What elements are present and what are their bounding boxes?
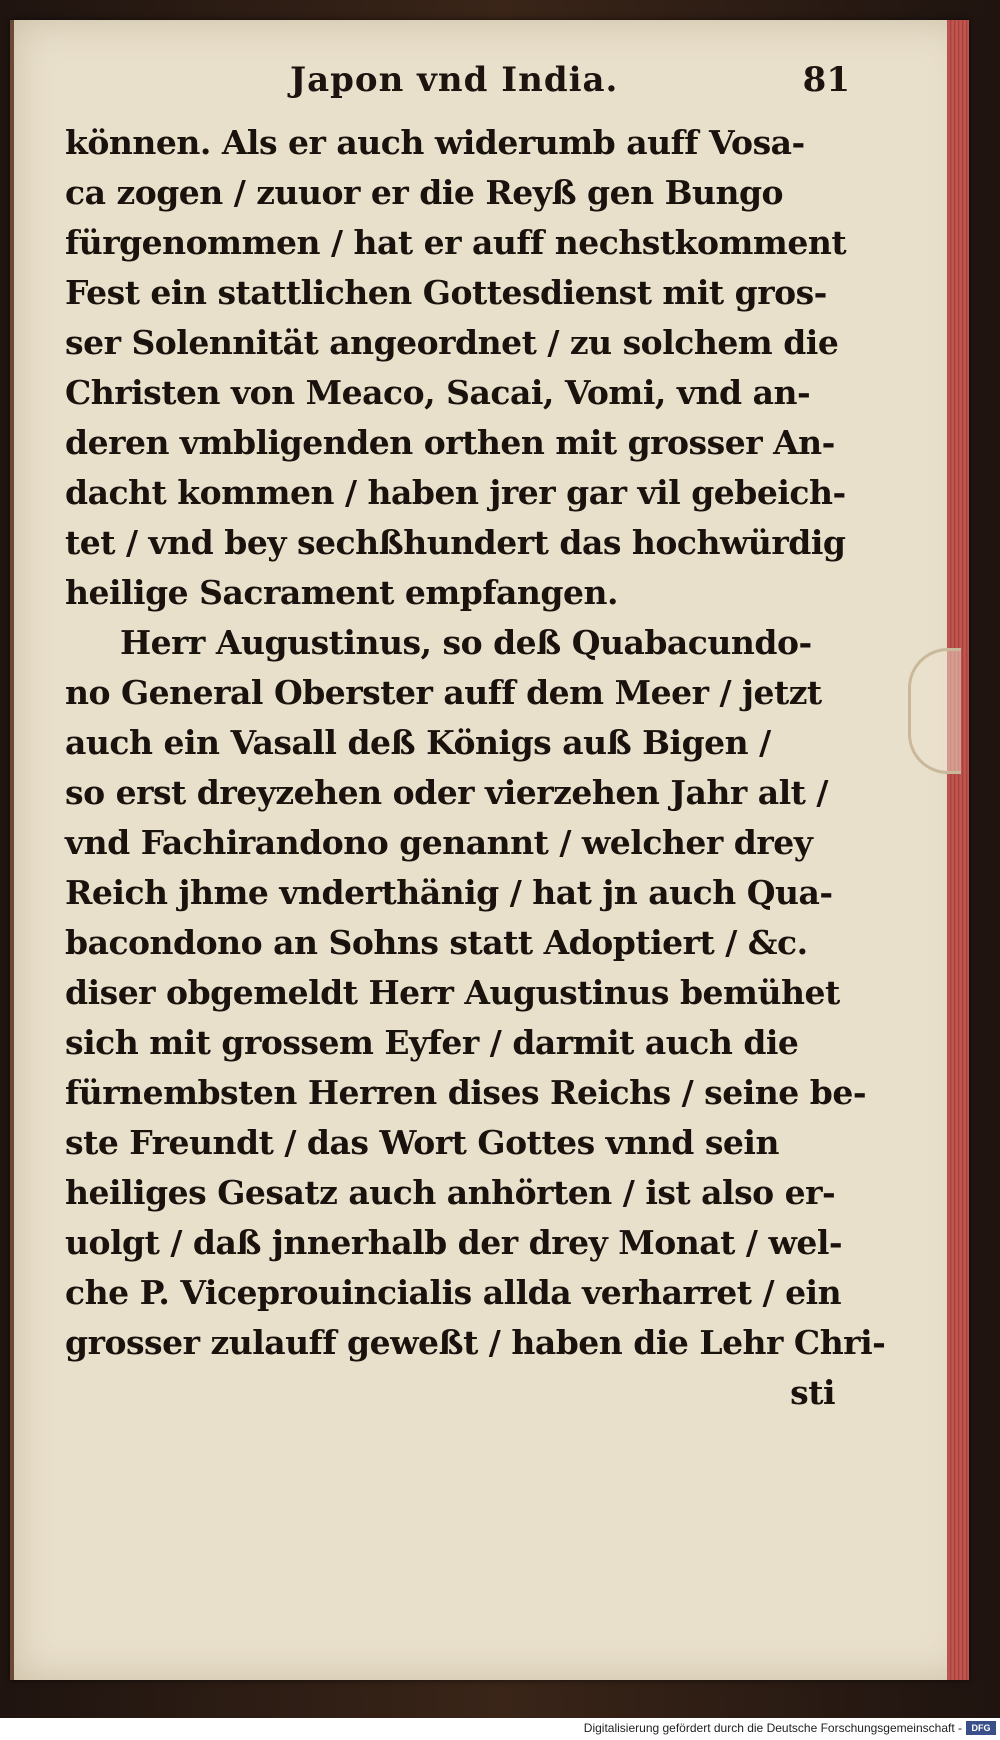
text-line: tet / vnd bey sechßhundert das hochwürdig [65, 523, 846, 562]
page-number: 81 [802, 60, 850, 100]
text-line: grosser zulauff geweßt / haben die Lehr Chri- [65, 1323, 886, 1362]
dfg-logo[interactable]: DFG [966, 1721, 996, 1735]
page-header [290, 60, 850, 110]
text-line: deren vmbligenden orthen mit grosser An- [65, 423, 835, 462]
text-line: dacht kommen / haben jrer gar vil gebeich- [65, 473, 846, 512]
text-line: heilige Sacrament empfangen. [65, 573, 618, 612]
text-line: che P. Viceprouincialis allda verharret / ein [65, 1273, 842, 1312]
running-head: Japon vnd India. [290, 60, 619, 100]
page-edge-red [947, 20, 969, 1680]
text-line: können. Als er auch widerumb auff Vosa- [65, 123, 805, 162]
text-line: Fest ein stattlichen Gottesdienst mit gros- [65, 273, 827, 312]
text-line: sich mit grossem Eyfer / darmit auch die [65, 1023, 799, 1062]
text-line: Reich jhme vnderthänig / hat jn auch Qua- [65, 873, 833, 912]
text-line: fürnembsten Herren dises Reichs / seine be- [65, 1073, 867, 1112]
bookmark-tab [908, 648, 961, 774]
catchword: sti [790, 1373, 835, 1412]
text-line: bacondono an Sohns statt Adoptiert / &c. [65, 923, 808, 962]
text-line: uolgt / daß jnnerhalb der drey Monat / wel- [65, 1223, 843, 1262]
funding-credit: Digitalisierung gefördert durch die Deutsche Forschungsgemeinschaft - [583, 1721, 962, 1735]
text-line: fürgenommen / hat er auff nechstkomment [65, 223, 847, 262]
text-line: Christen von Meaco, Sacai, Vomi, vnd an- [65, 373, 811, 412]
text-line: heiliges Gesatz auch anhörten / ist also er- [65, 1173, 836, 1212]
text-line: ca zogen / zuuor er die Reyß gen Bungo [65, 173, 784, 212]
text-line: vnd Fachirandono genannt / welcher drey [65, 823, 813, 862]
text-line: no General Oberster auff dem Meer / jetzt [65, 673, 822, 712]
text-line: so erst dreyzehen oder vierzehen Jahr alt / [65, 773, 828, 812]
text-line: ste Freundt / das Wort Gottes vnnd sein [65, 1123, 779, 1162]
page-text [65, 118, 886, 1418]
text-line: diser obgemeldt Herr Augustinus bemühet [65, 973, 840, 1012]
text-line: ser Solennität angeordnet / zu solchem die [65, 323, 839, 362]
paragraph-start-line: Herr Augustinus, so deß Quabacundo- [120, 623, 812, 662]
text-line: auch ein Vasall deß Königs auß Bigen / [65, 723, 771, 762]
